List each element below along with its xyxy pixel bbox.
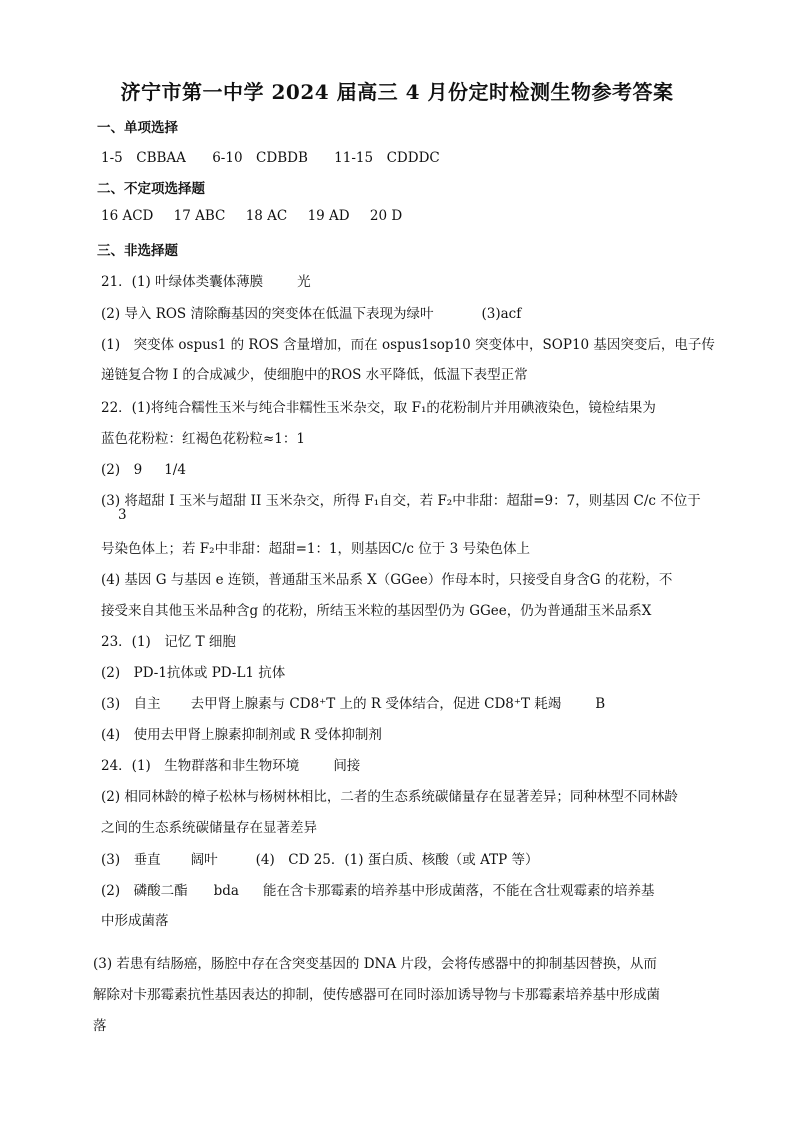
q23-line-1: 23．(1) 记忆 T 细胞 — [101, 634, 236, 650]
q24-line-1: 24．(1) 生物群落和非生物环境 间接 — [101, 758, 361, 774]
section-heading-single-choice: 一、单项选择 — [97, 120, 178, 136]
section-heading-non-choice: 三、非选择题 — [97, 243, 178, 259]
single-answers-1-5: 1-5 CBBAA — [101, 150, 186, 166]
q22-line-1: 22．(1)将纯合糯性玉米与纯合非糯性玉米杂交，取 F₁的花粉制片并用碘液染色，镜检结果为 — [101, 400, 656, 416]
q23-line-2: (2) PD-1抗体或 PD-L1 抗体 — [101, 665, 286, 681]
q24-line-3: 之间的生态系统碳储量存在显著差异 — [101, 820, 317, 836]
q22-line-7: (4) 基因 G 与基因 e 连锁，普通甜玉米品系 X（GGee）作母本时，只接受自身含G 的花粉，不 — [101, 572, 673, 588]
q24-line-4: (3) 垂直 阔叶 (4) CD 25．(1) 蛋白质、核酸（或 ATP 等） — [101, 852, 539, 868]
q25-line-3: (3) 若患有结肠癌，肠腔中存在含突变基因的 DNA 片段，会将传感器中的抑制基因替换，从而 — [93, 956, 657, 972]
section-heading-multi-choice: 二、不定项选择题 — [97, 181, 205, 197]
q22-line-5: 3 — [118, 507, 127, 523]
multi-choice-answers — [101, 208, 402, 224]
page-title: 济宁市第一中学 2024 届高三 4 月份定时检测生物参考答案 — [120, 80, 674, 104]
q22-line-8: 接受来自其他玉米品种含g 的花粉，所结玉米粒的基因型仍为 GGee，仍为普通甜玉米品系X — [101, 603, 652, 619]
single-choice-answers — [101, 146, 440, 166]
q21-line-1: 21．(1) 叶绿体类囊体薄膜 光 — [101, 274, 311, 290]
q21-line-2: (2) 导入 ROS 清除酶基因的突变体在低温下表现为绿叶 (3)acf — [101, 306, 522, 322]
multi-answer-20: 20 D — [369, 208, 403, 224]
single-answers-6-10: 6-10 CDBDB — [212, 150, 308, 166]
q22-line-6: 号染色体上；若 F₂中非甜：超甜=1：1，则基因C/c 位于 3 号染色体上 — [101, 541, 530, 557]
q25-line-5: 落 — [93, 1018, 107, 1034]
q22-line-4: (3) 将超甜 I 玉米与超甜 II 玉米杂交，所得 F₁自交，若 F₂中非甜：超甜=9：7，则基因 C/c 不位于 — [101, 493, 701, 509]
q22-line-3: (2) 9 1/4 — [101, 462, 186, 478]
multi-answer-19: 19 AD — [307, 208, 350, 224]
multi-answer-18: 18 AC — [245, 208, 288, 224]
q21-line-3: (1) 突变体 ospus1 的 ROS 含量增加，而在 ospus1sop10 突变体中，SOP10 基因突变后，电子传 — [101, 337, 715, 353]
q23-line-4: (4) 使用去甲肾上腺素抑制剂或 R 受体抑制剂 — [101, 727, 382, 743]
q21-line-4: 递链复合物 I 的合成减少，使细胞中的ROS 水平降低，低温下表型正常 — [101, 367, 528, 383]
q25-line-2: 中形成菌落 — [101, 913, 169, 929]
single-answers-11-15: 11-15 CDDDC — [334, 150, 440, 166]
q25-line-1: (2) 磷酸二酯 bda 能在含卡那霉素的培养基中形成菌落，不能在含壮观霉素的培养基 — [101, 883, 655, 899]
q25-line-4: 解除对卡那霉素抗性基因表达的抑制，使传感器可在同时添加诱导物与卡那霉素培养基中形成菌 — [93, 987, 660, 1003]
q24-line-2: (2) 相同林龄的樟子松林与杨树林相比，二者的生态系统碳储量存在显著差异；同种林型不同林龄 — [101, 789, 678, 805]
q22-line-2: 蓝色花粉粒：红褐色花粉粒≈1：1 — [101, 431, 305, 447]
q23-line-3: (3) 自主 去甲肾上腺素与 CD8⁺T 上的 R 受体结合，促进 CD8⁺T 耗竭 B — [101, 696, 606, 712]
multi-answer-17: 17 ABC — [173, 208, 226, 224]
multi-answer-16: 16 ACD — [101, 208, 154, 224]
